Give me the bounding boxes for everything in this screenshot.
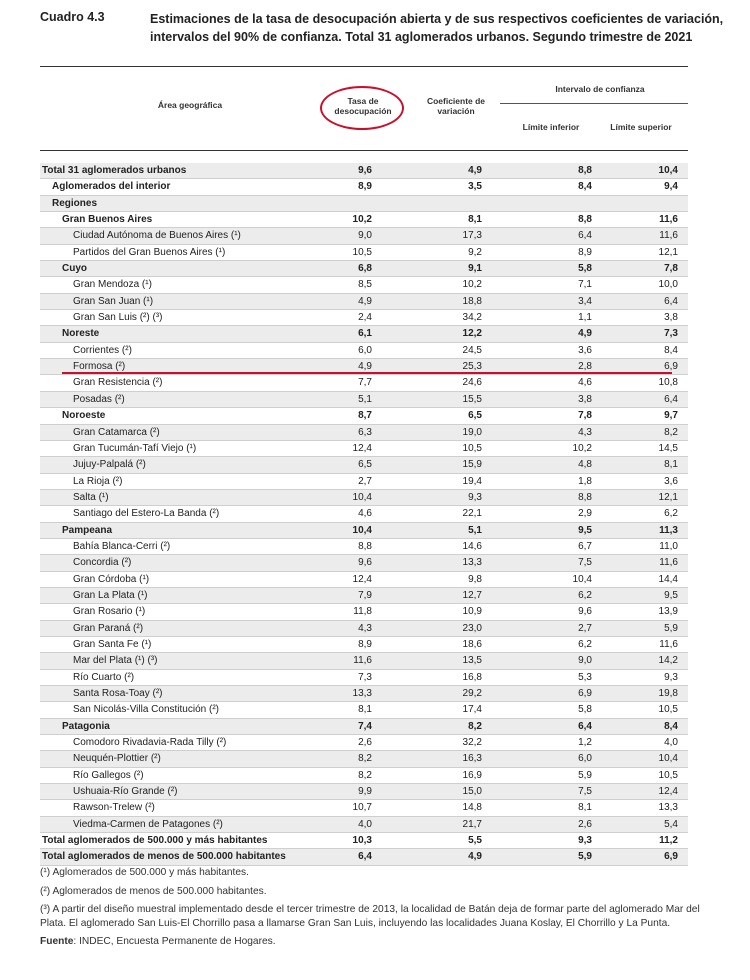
inferior-cell: 6,2: [578, 589, 592, 601]
coef-cell: 14,6: [462, 540, 482, 552]
row-label: Neuquén-Plottier (²): [73, 753, 161, 765]
inferior-cell: 2,9: [578, 508, 592, 520]
coef-cell: 29,2: [462, 688, 482, 699]
row-label: Gran Buenos Aires: [62, 214, 153, 226]
superior-cell: 11,2: [659, 835, 678, 847]
inferior-cell: 3,8: [578, 393, 592, 405]
inferior-cell: 4,6: [578, 377, 592, 389]
row-label: Regiones: [52, 197, 98, 209]
table-row: [40, 621, 688, 637]
superior-cell: 19,8: [658, 688, 678, 699]
coef-cell: 18,6: [462, 638, 482, 650]
inferior-cell: 6,4: [578, 230, 592, 242]
coef-cell: 16,9: [462, 769, 482, 781]
coef-cell: 10,5: [462, 442, 482, 454]
inferior-cell: 1,2: [578, 737, 592, 749]
coef-cell: 15,9: [462, 459, 482, 471]
superior-cell: 9,7: [664, 410, 678, 422]
inferior-cell: 4,8: [578, 459, 592, 471]
table-row: [40, 474, 688, 490]
superior-cell: 4,0: [664, 737, 678, 749]
tasa-cell: 4,6: [358, 508, 372, 520]
tasa-cell: 10,7: [352, 802, 372, 814]
table-row: [40, 735, 688, 751]
table-row: [40, 555, 688, 571]
row-label: Gran Santa Fe (¹): [73, 638, 152, 650]
coef-cell: 5,1: [468, 524, 482, 536]
tasa-cell: 8,8: [358, 540, 372, 552]
superior-cell: 11,6: [659, 214, 678, 226]
inferior-cell: 5,3: [578, 671, 592, 683]
coef-cell: 21,7: [462, 818, 482, 830]
tasa-cell: 10,2: [352, 214, 372, 226]
row-label: La Rioja (²): [73, 475, 123, 487]
interval-rule: [500, 103, 688, 104]
inferior-cell: 5,8: [578, 704, 592, 716]
table-row: [40, 261, 688, 277]
superior-cell: 9,3: [664, 671, 678, 683]
coef-cell: 17,3: [462, 230, 482, 242]
tasa-cell: 6,5: [358, 459, 372, 471]
footnotes: [40, 866, 700, 954]
tasa-cell: 6,4: [358, 851, 372, 863]
coef-cell: 32,2: [462, 737, 482, 749]
inferior-cell: 5,9: [578, 851, 592, 863]
coef-cell: 15,5: [462, 393, 482, 405]
superior-cell: 10,4: [658, 165, 678, 176]
row-label: Gran Rosario (¹): [73, 606, 146, 618]
superior-cell: 6,9: [664, 851, 678, 863]
table-row: [40, 179, 688, 195]
table-row: [40, 572, 688, 588]
table-row: [40, 849, 688, 865]
tasa-cell: 10,5: [352, 246, 372, 258]
tasa-cell: 6,8: [358, 263, 372, 275]
table-row: [40, 375, 688, 391]
coef-cell: 4,9: [468, 165, 482, 176]
row-label: Gran La Plata (¹): [73, 589, 148, 601]
coef-cell: 9,3: [468, 491, 482, 503]
table-row: [40, 768, 688, 784]
inferior-cell: 9,0: [578, 655, 592, 667]
col-header-inferior: Límite inferior: [522, 122, 580, 132]
inferior-cell: 10,2: [572, 442, 592, 454]
row-label: Gran Resistencia (²): [73, 377, 163, 389]
inferior-cell: 6,2: [578, 638, 592, 650]
row-label: Ushuaia-Río Grande (²): [73, 786, 178, 798]
row-label: Gran Córdoba (¹): [73, 573, 150, 585]
tasa-cell: 7,3: [358, 671, 372, 683]
footnote-2: (²) Aglomerados de menos de 500.000 habitantes.: [40, 885, 267, 897]
source-label: Fuente: [40, 936, 74, 947]
superior-cell: 6,4: [664, 393, 678, 405]
coef-cell: 13,5: [462, 655, 482, 667]
superior-cell: 14,4: [658, 573, 678, 585]
highlight-oval: [320, 86, 404, 130]
row-label: Santiago del Estero-La Banda (²): [73, 508, 220, 520]
inferior-cell: 7,8: [578, 410, 592, 422]
tasa-cell: 2,4: [358, 312, 372, 324]
row-label: Gran San Luis (²) (³): [73, 312, 163, 324]
table-row: [40, 637, 688, 653]
row-label: Gran San Juan (¹): [73, 295, 154, 307]
table-row: [40, 523, 688, 539]
table-row: [40, 163, 688, 179]
row-label: Concordia (²): [73, 557, 132, 569]
superior-cell: 13,9: [658, 606, 678, 618]
table-row: [40, 425, 688, 441]
table-row: [40, 408, 688, 424]
row-label: Viedma-Carmen de Patagones (²): [73, 818, 223, 830]
row-label: Mar del Plata (¹) (³): [73, 655, 158, 667]
table-row: [40, 702, 688, 718]
coef-cell: 12,2: [462, 328, 482, 340]
tasa-cell: 9,6: [358, 165, 372, 176]
inferior-cell: 9,3: [578, 835, 592, 847]
row-label: Posadas (²): [73, 393, 125, 405]
superior-cell: 10,0: [658, 279, 678, 291]
superior-cell: 11,3: [659, 524, 678, 536]
inferior-cell: 6,0: [578, 753, 592, 765]
inferior-cell: 1,8: [578, 475, 592, 487]
inferior-cell: 7,1: [578, 279, 592, 291]
superior-cell: 7,8: [664, 263, 678, 275]
superior-cell: 12,1: [658, 491, 678, 503]
tasa-cell: 4,9: [358, 295, 372, 307]
table-row: [40, 588, 688, 604]
col-header-intervalo: Intervalo de confianza: [555, 84, 645, 94]
tasa-cell: 12,4: [352, 573, 372, 585]
tasa-cell: 5,1: [358, 393, 372, 405]
table-number: Cuadro 4.3: [40, 10, 105, 24]
col-header-coef: Coeficiente de variación: [426, 96, 486, 116]
table-row: [40, 294, 688, 310]
tasa-cell: 7,7: [358, 377, 372, 389]
superior-cell: 8,4: [664, 344, 678, 356]
superior-cell: 14,2: [658, 655, 678, 667]
coef-cell: 19,0: [462, 426, 482, 438]
coef-cell: 24,6: [462, 377, 482, 389]
inferior-cell: 7,5: [578, 557, 592, 569]
header-bottom-rule: [40, 150, 688, 151]
inferior-cell: 2,6: [578, 818, 592, 830]
coef-cell: 4,9: [468, 851, 482, 863]
coef-cell: 17,4: [462, 704, 482, 716]
coef-cell: 5,5: [468, 835, 482, 847]
superior-cell: 10,4: [658, 753, 678, 765]
row-label: Patagonia: [62, 720, 110, 732]
superior-cell: 9,5: [664, 589, 678, 601]
table-row: [40, 228, 688, 244]
coef-cell: 12,7: [462, 589, 482, 601]
tasa-cell: 13,3: [352, 688, 372, 699]
inferior-cell: 6,7: [578, 540, 592, 552]
tasa-cell: 6,1: [358, 328, 372, 340]
coef-cell: 16,8: [462, 671, 482, 683]
coef-cell: 22,1: [462, 508, 482, 520]
superior-cell: 13,3: [658, 802, 678, 814]
coef-cell: 8,2: [468, 720, 482, 732]
table-row: [40, 653, 688, 669]
table-row: [40, 457, 688, 473]
coef-cell: 25,3: [462, 361, 482, 373]
top-rule: [40, 66, 688, 67]
table-row: [40, 343, 688, 359]
table-row: [40, 800, 688, 816]
inferior-cell: 8,8: [578, 491, 592, 503]
table-row: [40, 784, 688, 800]
superior-cell: 14,5: [658, 442, 678, 454]
table-row: [40, 196, 688, 212]
table-row: [40, 670, 688, 686]
row-label: Rawson-Trelew (²): [73, 802, 155, 814]
coef-cell: 16,3: [462, 753, 482, 765]
row-label: Salta (¹): [73, 491, 109, 503]
table-row: [40, 833, 688, 849]
row-label: Corrientes (²): [73, 344, 132, 356]
inferior-cell: 6,4: [578, 720, 592, 732]
tasa-cell: 9,6: [358, 557, 372, 569]
table-header: [40, 10, 730, 56]
row-label: Río Cuarto (²): [73, 671, 135, 683]
superior-cell: 6,2: [664, 508, 678, 520]
row-label: Santa Rosa-Toay (²): [73, 688, 163, 699]
superior-cell: 5,4: [664, 818, 678, 830]
row-label: Pampeana: [62, 524, 113, 536]
source-note: [40, 935, 700, 949]
col-header-tasa: Tasa de desocupación: [334, 96, 392, 116]
row-label: Gran Catamarca (²): [73, 426, 160, 438]
table-row: [40, 245, 688, 261]
footnote-3: (³) A partir del diseño muestral implementado desde el tercer trimestre de 2013, la localidad de Batán deja de formar parte del aglomerado Mar del Plata. El aglomerado San Luis-El Chorrillo pasa a llamarse Gran San Luis, incluyendo las localidades Juana Koslay, El Chorrillo y La Punta.: [40, 904, 700, 929]
superior-cell: 8,2: [664, 426, 678, 438]
tasa-cell: 7,9: [358, 589, 372, 601]
coef-cell: 10,9: [462, 606, 482, 618]
coef-cell: 24,5: [462, 344, 482, 356]
coef-cell: 6,5: [468, 410, 482, 422]
superior-cell: 11,6: [659, 557, 678, 569]
superior-cell: 8,4: [664, 720, 678, 732]
tasa-cell: 11,8: [353, 606, 372, 618]
inferior-cell: 8,8: [578, 214, 592, 226]
table-row: [40, 490, 688, 506]
inferior-cell: 8,8: [578, 165, 592, 176]
superior-cell: 10,5: [658, 769, 678, 781]
inferior-cell: 5,9: [578, 769, 592, 781]
inferior-cell: 3,4: [578, 295, 592, 307]
tasa-cell: 10,4: [352, 491, 372, 503]
table-row: [40, 751, 688, 767]
row-label: Total aglomerados de 500.000 y más habitantes: [42, 835, 268, 847]
tasa-cell: 6,0: [358, 344, 372, 356]
row-label: Comodoro Rivadavia-Rada Tilly (²): [73, 737, 227, 749]
superior-cell: 12,4: [658, 786, 678, 798]
source-text: : INDEC, Encuesta Permanente de Hogares.: [73, 936, 276, 947]
row-label: Partidos del Gran Buenos Aires (¹): [73, 246, 226, 258]
coef-cell: 9,2: [468, 246, 482, 258]
superior-cell: 10,5: [658, 704, 678, 716]
coef-cell: 9,8: [468, 573, 482, 585]
table-row: [40, 686, 688, 702]
table-row: [40, 719, 688, 735]
superior-cell: 9,4: [664, 181, 678, 193]
table-row: [40, 326, 688, 342]
superior-cell: 5,9: [664, 622, 678, 634]
inferior-cell: 5,8: [578, 263, 592, 275]
tasa-cell: 4,9: [358, 361, 372, 373]
tasa-cell: 4,0: [358, 818, 372, 830]
superior-cell: 3,8: [664, 312, 678, 324]
tasa-cell: 8,7: [358, 410, 372, 422]
row-label: San Nicolás-Villa Constitución (²): [73, 704, 219, 716]
inferior-cell: 2,8: [578, 361, 592, 373]
tasa-cell: 9,9: [358, 786, 372, 798]
tasa-cell: 2,6: [358, 737, 372, 749]
highlight-underline: [62, 372, 672, 374]
tasa-cell: 4,3: [358, 622, 372, 634]
tasa-cell: 10,3: [352, 835, 372, 847]
superior-cell: 11,6: [659, 230, 678, 242]
table-row: [40, 310, 688, 326]
row-label: Bahía Blanca-Cerri (²): [73, 540, 171, 552]
row-label: Total 31 aglomerados urbanos: [42, 165, 187, 176]
tasa-cell: 9,0: [358, 230, 372, 242]
inferior-cell: 6,9: [578, 688, 592, 699]
table-row: [40, 539, 688, 555]
superior-cell: 11,6: [659, 638, 678, 650]
row-label: Cuyo: [62, 263, 87, 275]
superior-cell: 10,8: [658, 377, 678, 389]
table-row: [40, 212, 688, 228]
data-table: [40, 163, 688, 866]
inferior-cell: 1,1: [578, 312, 592, 324]
table-row: [40, 817, 688, 833]
coef-cell: 34,2: [462, 312, 482, 324]
coef-cell: 15,0: [462, 786, 482, 798]
tasa-cell: 8,9: [358, 638, 372, 650]
row-label: Formosa (²): [73, 361, 126, 373]
coef-cell: 18,8: [462, 295, 482, 307]
table-row: [40, 441, 688, 457]
superior-cell: 7,3: [664, 328, 678, 340]
inferior-cell: 7,5: [578, 786, 592, 798]
footnote-1: (¹) Aglomerados de 500.000 y más habitantes.: [40, 867, 249, 878]
coef-cell: 10,2: [462, 279, 482, 291]
superior-cell: 6,9: [664, 361, 678, 373]
superior-cell: 6,4: [664, 295, 678, 307]
superior-cell: 3,6: [664, 475, 678, 487]
table-row: [40, 604, 688, 620]
coef-cell: 9,1: [468, 263, 482, 275]
inferior-cell: 9,6: [578, 606, 592, 618]
inferior-cell: 3,6: [578, 344, 592, 356]
col-header-area: Área geográfica: [157, 100, 223, 110]
superior-cell: 8,1: [664, 459, 678, 471]
tasa-cell: 8,9: [358, 181, 372, 193]
row-label: Ciudad Autónoma de Buenos Aires (¹): [73, 230, 241, 242]
tasa-cell: 8,5: [358, 279, 372, 291]
inferior-cell: 8,4: [578, 181, 592, 193]
coef-cell: 13,3: [462, 557, 482, 569]
table-title: Estimaciones de la tasa de desocupación abierta y de sus respectivos coeficientes de variación, intervalos del 90% de confianza. Total 31 aglomerados urbanos. Segundo trimestre de 2021: [150, 12, 724, 44]
inferior-cell: 4,3: [578, 426, 592, 438]
tasa-cell: 2,7: [358, 475, 372, 487]
row-label: Gran Paraná (²): [73, 622, 144, 634]
inferior-cell: 4,9: [578, 328, 592, 340]
row-label: Aglomerados del interior: [52, 181, 171, 193]
tasa-cell: 11,6: [353, 655, 372, 667]
row-label: Total aglomerados de menos de 500.000 habitantes: [42, 851, 286, 863]
table-row: [40, 506, 688, 522]
row-label: Jujuy-Palpalá (²): [73, 459, 146, 471]
superior-cell: 12,1: [658, 246, 678, 258]
tasa-cell: 6,3: [358, 426, 372, 438]
row-label: Gran Tucumán-Tafí Viejo (¹): [73, 442, 197, 454]
coef-cell: 19,4: [462, 475, 482, 487]
row-label: Noreste: [62, 328, 100, 340]
inferior-cell: 9,5: [578, 524, 592, 536]
row-label: Gran Mendoza (¹): [73, 279, 152, 291]
table-row: [40, 392, 688, 408]
table-row: [40, 277, 688, 293]
tasa-cell: 8,2: [358, 769, 372, 781]
tasa-cell: 7,4: [358, 720, 372, 732]
tasa-cell: 12,4: [352, 442, 372, 454]
inferior-cell: 10,4: [572, 573, 592, 585]
coef-cell: 3,5: [468, 181, 482, 193]
inferior-cell: 8,9: [578, 246, 592, 258]
superior-cell: 11,0: [659, 540, 678, 552]
tasa-cell: 10,4: [352, 524, 372, 536]
coef-cell: 8,1: [468, 214, 482, 226]
tasa-cell: 8,1: [358, 704, 372, 716]
col-header-superior: Límite superior: [610, 122, 672, 132]
tasa-cell: 8,2: [358, 753, 372, 765]
coef-cell: 14,8: [462, 802, 482, 814]
inferior-cell: 2,7: [578, 622, 592, 634]
row-label: Río Gallegos (²): [73, 769, 144, 781]
row-label: Noroeste: [62, 410, 106, 422]
inferior-cell: 8,1: [578, 802, 592, 814]
coef-cell: 23,0: [462, 622, 482, 634]
